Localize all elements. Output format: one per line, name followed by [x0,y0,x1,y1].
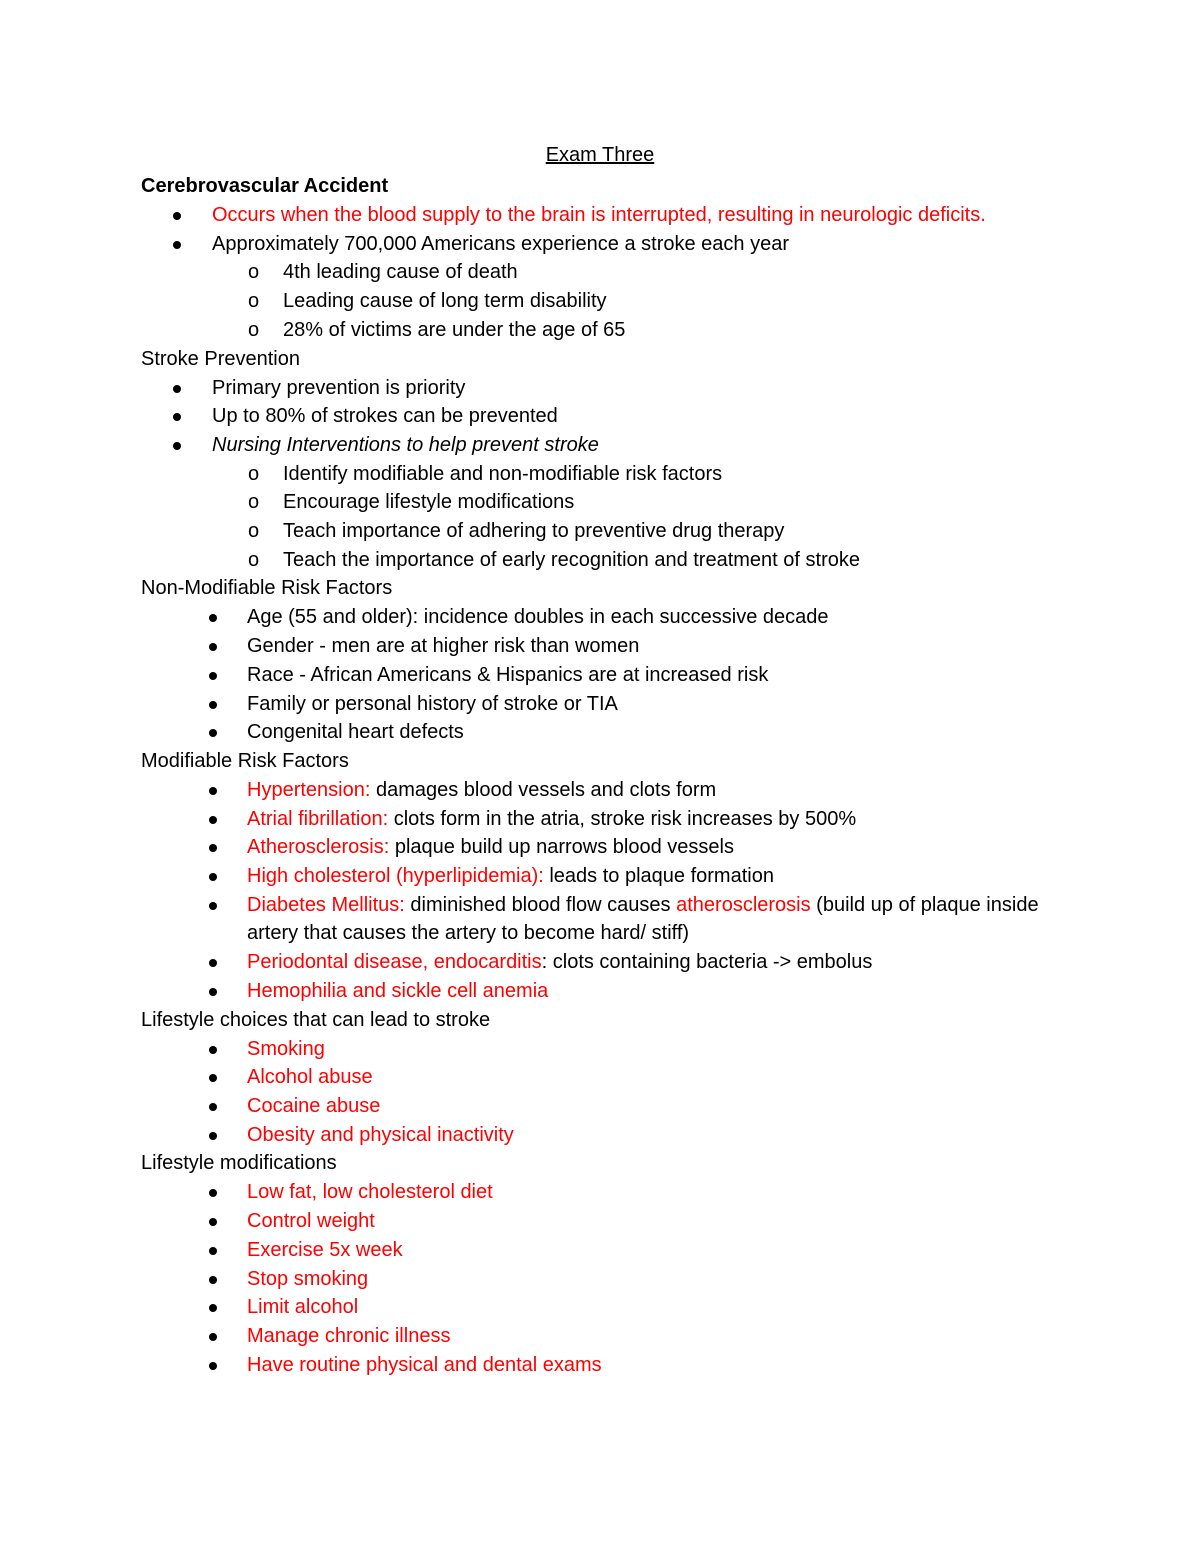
list-item: Primary prevention is priority [141,374,1141,403]
bullet-icon [209,1046,217,1054]
bullet-icon [209,614,217,622]
bullet-icon [209,729,217,737]
sub-list-item: o Teach the importance of early recognition and treatment of stroke [141,546,1141,575]
bullet-icon [209,787,217,795]
list-item: Hemophilia and sickle cell anemia [141,977,1141,1006]
bullet-icon [209,873,217,881]
section-heading-modifiable: Modifiable Risk Factors [141,749,349,772]
list-item: Limit alcohol [141,1293,1141,1322]
sub-list-item: o Teach importance of adhering to preventive drug therapy [141,517,1141,546]
circle-bullet-icon: o [248,491,260,514]
list-item: Periodontal disease, endocarditis: clots containing bacteria -> embolus [141,948,1141,977]
list-item: Low fat, low cholesterol diet [141,1178,1141,1207]
bullet-icon [209,959,217,967]
bullet-icon [209,1304,217,1312]
bullet-icon [209,844,217,852]
list-item: Age (55 and older): incidence doubles in each successive decade [141,603,1141,632]
sub-list-item: o 28% of victims are under the age of 65 [141,316,1141,345]
lifestyle-modifications-list [141,1178,1141,1379]
cva-list [141,201,1141,345]
list-item: Nursing Interventions to help prevent stroke [141,431,1141,460]
bullet-icon [209,1074,217,1082]
circle-bullet-icon: o [248,290,260,313]
section-heading-prevention: Stroke Prevention [141,347,300,370]
list-item: Alcohol abuse [141,1063,1141,1092]
list-item: Congenital heart defects [141,718,1141,747]
bullet-icon [209,1362,217,1370]
circle-bullet-icon: o [248,462,260,485]
section-heading-non-modifiable: Non-Modifiable Risk Factors [141,577,393,600]
bullet-icon [209,1333,217,1341]
list-item: Diabetes Mellitus: diminished blood flow causes atherosclerosis (build up of plaque inside artery that causes the artery to become hard/ stiff) [141,891,1077,948]
circle-bullet-icon: o [248,548,260,571]
bullet-icon [209,701,217,709]
bullet-icon [209,1247,217,1255]
document-body [141,172,1141,1379]
page-title: Exam Three [545,144,655,166]
list-item: High cholesterol (hyperlipidemia): leads to plaque formation [141,862,1141,891]
list-item: Manage chronic illness [141,1322,1141,1351]
bullet-icon [173,442,181,450]
list-item: Smoking [141,1035,1141,1064]
circle-bullet-icon: o [248,261,260,284]
list-item: Up to 80% of strokes can be prevented [141,402,1141,431]
list-item: Exercise 5x week [141,1236,1141,1265]
lifestyle-choices-list [141,1035,1141,1150]
bullet-icon [209,1189,217,1197]
list-item: Obesity and physical inactivity [141,1121,1141,1150]
list-item: Atherosclerosis: plaque build up narrows blood vessels [141,833,1141,862]
bullet-icon [209,1218,217,1226]
bullet-icon [209,988,217,996]
sub-list-item: o Leading cause of long term disability [141,287,1141,316]
list-item: Occurs when the blood supply to the brain is interrupted, resulting in neurologic deficits. [141,201,1141,230]
list-item: Stop smoking [141,1265,1141,1294]
bullet-icon [209,672,217,680]
list-item: Gender - men are at higher risk than women [141,632,1141,661]
section-heading-lifestyle-modifications: Lifestyle modifications [141,1152,337,1175]
bullet-icon [209,1103,217,1111]
bullet-icon [173,212,181,220]
non-modifiable-list [141,603,1141,747]
prevention-list [141,374,1141,575]
circle-bullet-icon: o [248,520,260,543]
list-item: Hypertension: damages blood vessels and clots form [141,776,1141,805]
list-item: Race - African Americans & Hispanics are at increased risk [141,661,1141,690]
bullet-icon [209,1132,217,1140]
sub-list-item: o Encourage lifestyle modifications [141,488,1141,517]
bullet-icon [209,902,217,910]
bullet-icon [209,1276,217,1284]
sub-list-item: o 4th leading cause of death [141,258,1141,287]
list-item: Approximately 700,000 Americans experience a stroke each year [141,230,1141,259]
bullet-icon [173,413,181,421]
bullet-icon [173,241,181,249]
list-item: Cocaine abuse [141,1092,1141,1121]
list-item: Atrial fibrillation: clots form in the atria, stroke risk increases by 500% [141,805,1141,834]
circle-bullet-icon: o [248,318,260,341]
list-item: Control weight [141,1207,1141,1236]
list-item: Family or personal history of stroke or TIA [141,690,1141,719]
bullet-icon [209,643,217,651]
bullet-icon [173,385,181,393]
sub-list-item: o Identify modifiable and non-modifiable risk factors [141,460,1141,489]
section-heading-cva: Cerebrovascular Accident [141,175,389,197]
list-item: Have routine physical and dental exams [141,1351,1141,1380]
modifiable-list [141,776,1141,1006]
section-heading-lifestyle-choices: Lifestyle choices that can lead to stroke [141,1008,491,1031]
bullet-icon [209,816,217,824]
